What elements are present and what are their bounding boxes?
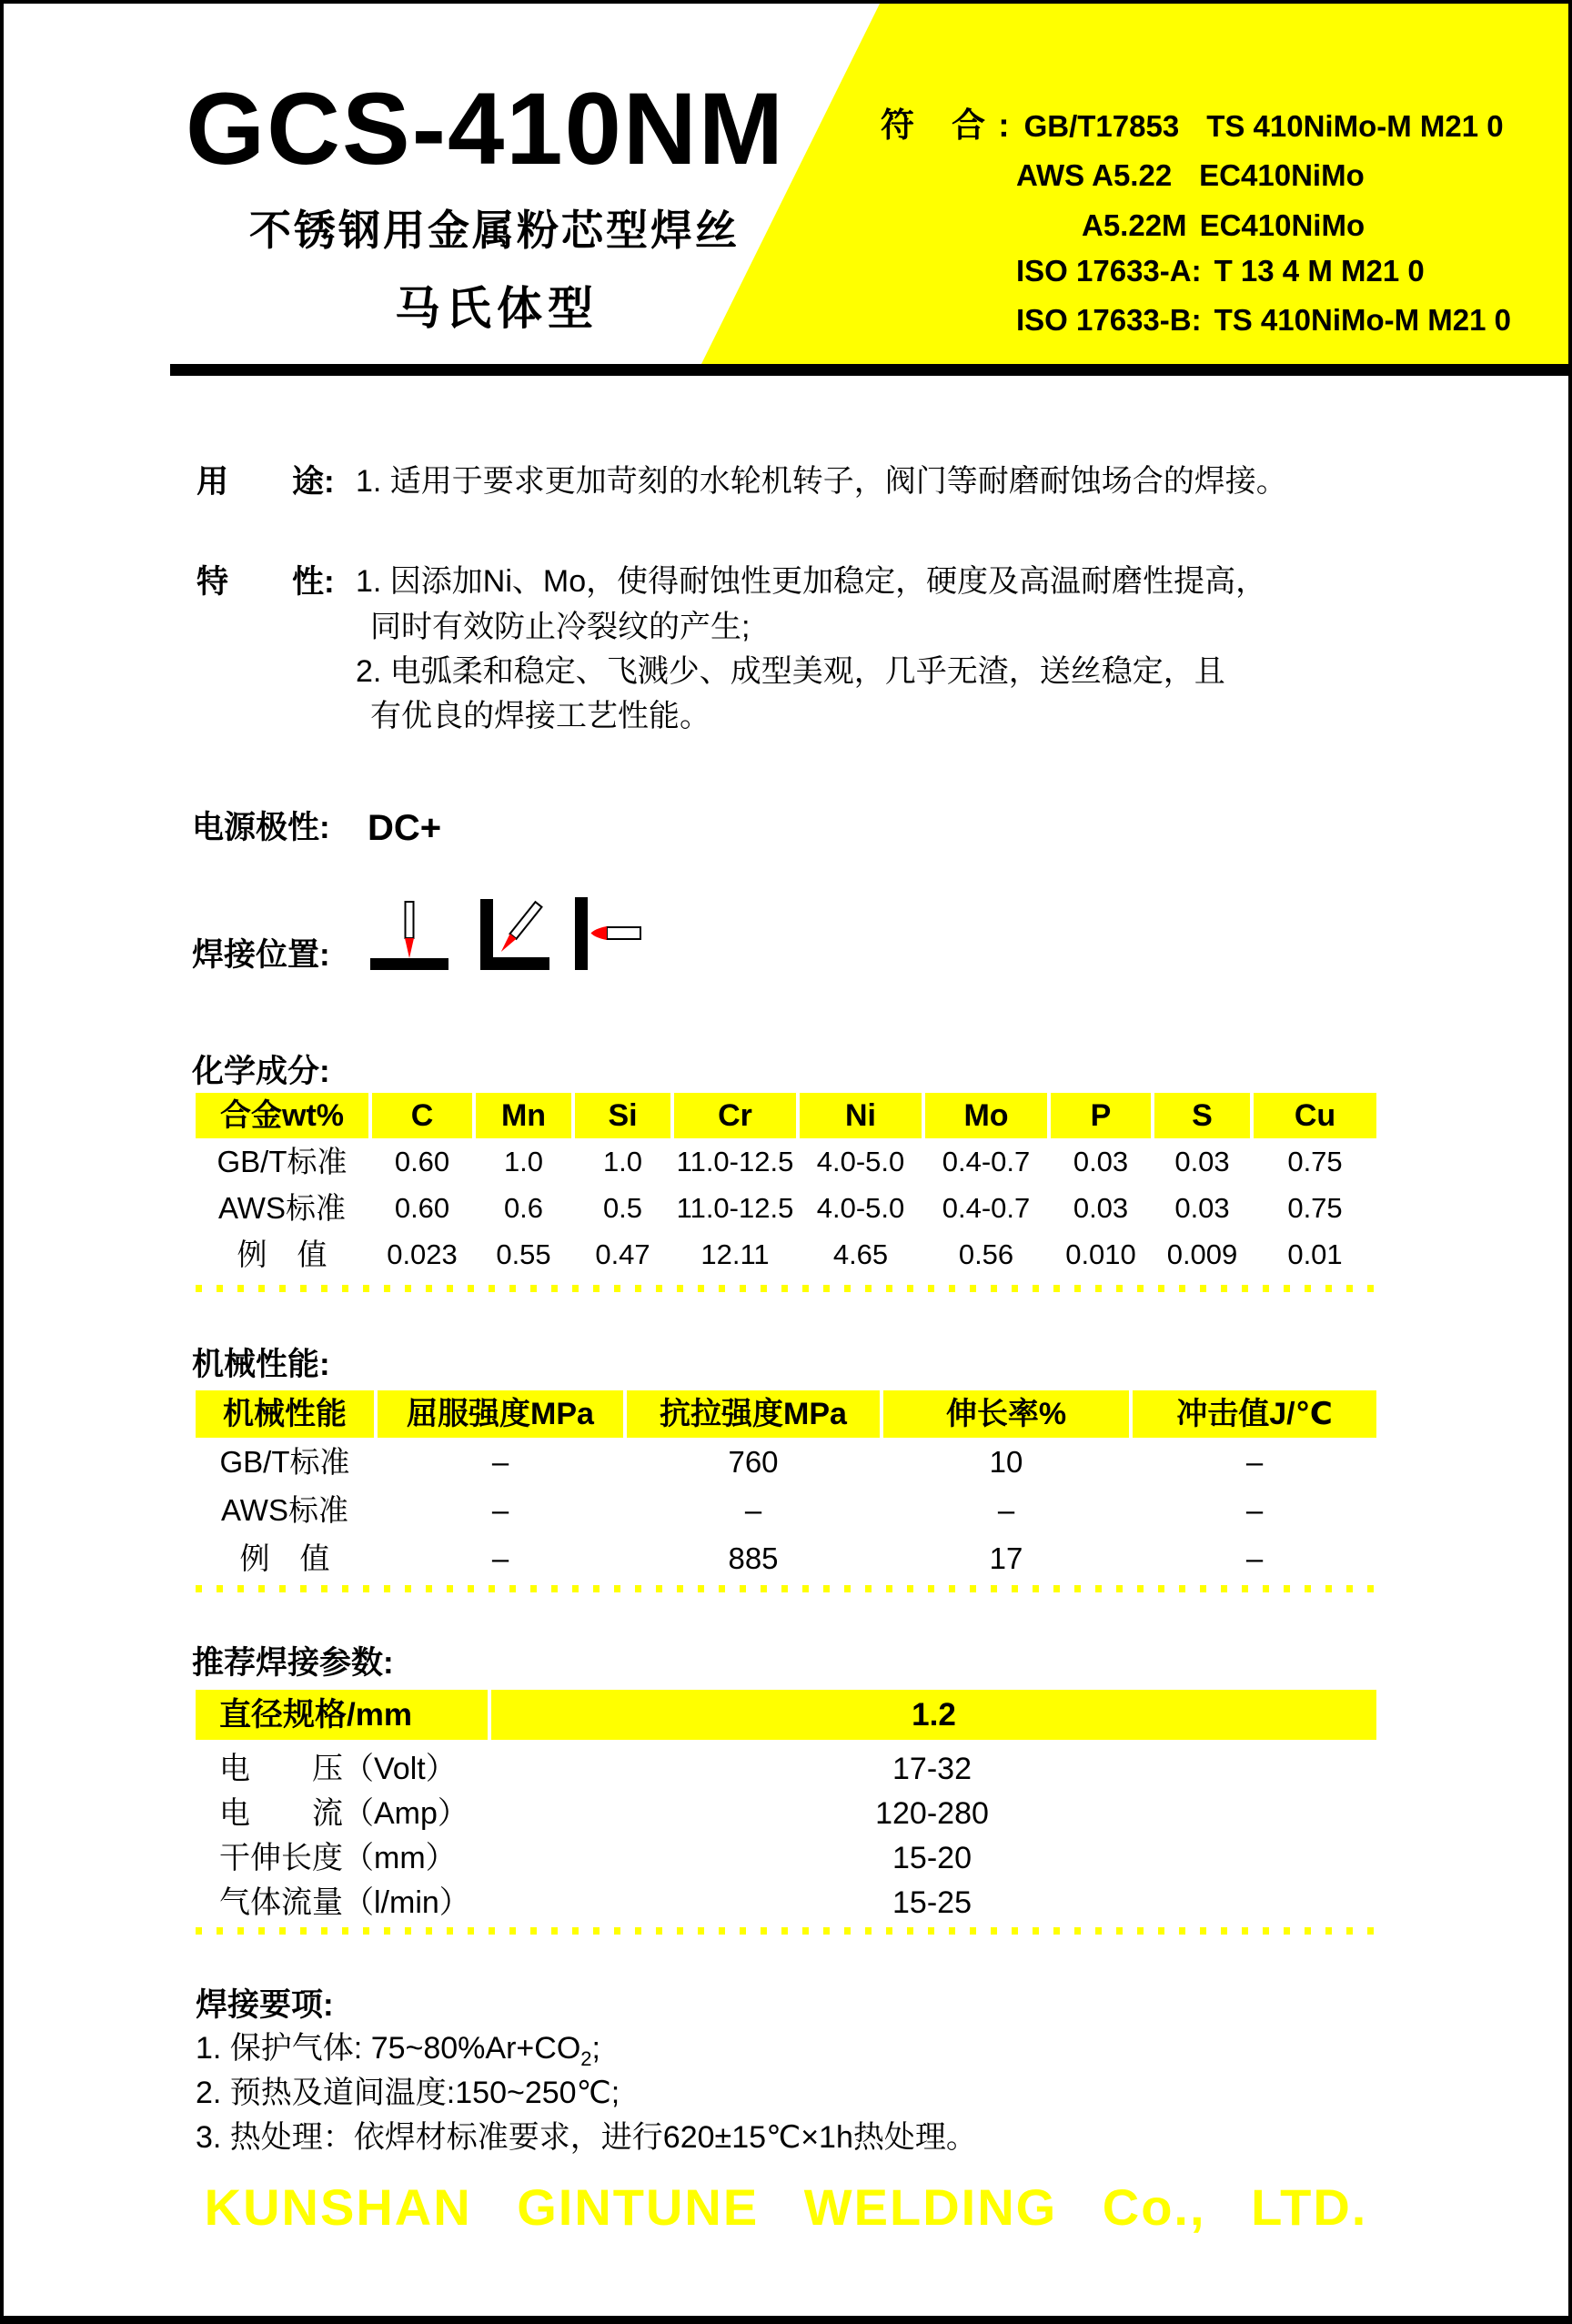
parameters-table bbox=[196, 1690, 1376, 1925]
features-label-a: 特 bbox=[196, 564, 229, 600]
parameter-value: 15-25 bbox=[892, 1885, 972, 1920]
mech-row-label: AWS标准 bbox=[221, 1493, 348, 1527]
dotted-separator bbox=[196, 1585, 1376, 1592]
parameter-row bbox=[196, 1792, 1376, 1836]
features-label-b: 性: bbox=[292, 564, 335, 600]
compliance-line bbox=[1016, 256, 1425, 286]
chem-value-cell: 0.4-0.7 bbox=[942, 1192, 1031, 1224]
parameter-row bbox=[196, 1836, 1376, 1881]
parameter-label: 电 压（Volt） bbox=[219, 1752, 457, 1786]
chem-value-cell: 0.6 bbox=[503, 1192, 544, 1224]
chem-row bbox=[196, 1138, 1376, 1185]
classification: EC410NiMo bbox=[1199, 208, 1365, 242]
chem-header-cell: Mn bbox=[476, 1093, 571, 1138]
header-divider-bar bbox=[170, 364, 1568, 376]
features-line: 有优良的焊接工艺性能。 bbox=[370, 699, 710, 733]
parameter-label: 干伸长度（mm） bbox=[219, 1841, 457, 1875]
chem-value-cell: 0.01 bbox=[1287, 1238, 1343, 1270]
parameters-table-body bbox=[196, 1747, 1376, 1925]
mechanical-table-header bbox=[196, 1390, 1376, 1438]
mech-value-cell: – bbox=[491, 1541, 509, 1575]
usage-label-a: 用 bbox=[196, 464, 229, 500]
chem-header-cell: Cr bbox=[674, 1093, 796, 1138]
chem-value-cell: 0.60 bbox=[394, 1146, 450, 1177]
chem-value-cell: 0.75 bbox=[1287, 1146, 1343, 1177]
product-subtitle: 不锈钢用金属粉芯型焊丝 bbox=[249, 207, 740, 254]
chem-value-cell: 0.55 bbox=[496, 1238, 551, 1270]
classification: TS 410NiMo-M M21 0 bbox=[1214, 303, 1512, 337]
chem-row-label: 例 值 bbox=[237, 1238, 328, 1271]
mech-value-cell: 760 bbox=[728, 1445, 779, 1479]
welding-position-label: 焊接位置: bbox=[192, 937, 330, 973]
chem-value-cell: 11.0-12.5 bbox=[676, 1192, 794, 1224]
note-item bbox=[196, 2033, 600, 2069]
standard-name: AWS A5.22 bbox=[1016, 158, 1173, 192]
parameters-table-header bbox=[196, 1690, 1376, 1740]
mech-header-cell: 冲击值J/℃ bbox=[1133, 1390, 1376, 1438]
chem-value-cell: 0.009 bbox=[1166, 1238, 1238, 1270]
diameter-spec-value: 1.2 bbox=[491, 1690, 1376, 1740]
chem-value-cell: 0.56 bbox=[958, 1238, 1014, 1270]
chem-value-cell: 4.65 bbox=[832, 1238, 889, 1270]
chem-header-cell: Mo bbox=[925, 1093, 1047, 1138]
mech-value-cell: 10 bbox=[989, 1445, 1023, 1479]
chemical-section-title: 化学成分: bbox=[192, 1054, 330, 1089]
mech-value-cell: 17 bbox=[989, 1541, 1023, 1575]
chem-value-cell: 0.03 bbox=[1174, 1192, 1230, 1224]
parameter-row bbox=[196, 1881, 1376, 1925]
product-type: 马氏体型 bbox=[395, 283, 599, 334]
parameter-label: 电 流（Amp） bbox=[219, 1796, 469, 1831]
chem-header-cell: S bbox=[1154, 1093, 1250, 1138]
flat-position-icon bbox=[370, 901, 448, 970]
chem-header-cell: P bbox=[1051, 1093, 1151, 1138]
chemical-table-header bbox=[196, 1093, 1376, 1138]
standard-name: GB/T17853 bbox=[1023, 109, 1180, 143]
usage-label-b: 途: bbox=[292, 464, 335, 500]
chem-value-cell: 0.4-0.7 bbox=[942, 1146, 1031, 1177]
chem-header-cell: Ni bbox=[800, 1093, 922, 1138]
note-subscript: 2 bbox=[580, 2046, 592, 2070]
chem-value-cell: 0.5 bbox=[602, 1192, 643, 1224]
dotted-separator bbox=[196, 1927, 1376, 1935]
chem-row bbox=[196, 1185, 1376, 1231]
mech-value-cell: – bbox=[997, 1493, 1015, 1527]
mechanical-section-title: 机械性能: bbox=[192, 1347, 330, 1382]
chem-value-cell: 11.0-12.5 bbox=[676, 1146, 794, 1177]
parameter-value: 120-280 bbox=[875, 1796, 989, 1831]
mech-value-cell: – bbox=[491, 1493, 509, 1527]
mechanical-table bbox=[196, 1390, 1376, 1582]
mech-header-cell: 机械性能 bbox=[196, 1390, 374, 1438]
chem-value-cell: 1.0 bbox=[602, 1146, 643, 1177]
mech-value-cell: – bbox=[1245, 1541, 1264, 1575]
compliance-line bbox=[1082, 210, 1365, 240]
standard-name: A5.22M bbox=[1082, 208, 1187, 242]
chemical-table bbox=[196, 1093, 1376, 1278]
chem-row-label: AWS标准 bbox=[218, 1191, 346, 1225]
mech-value-cell: – bbox=[1245, 1493, 1264, 1527]
mech-header-cell: 伸长率% bbox=[883, 1390, 1129, 1438]
features-line: 1. 因添加Ni、Mo，使得耐蚀性更加稳定，硬度及高温耐磨性提高， bbox=[356, 564, 1267, 599]
chem-value-cell: 0.75 bbox=[1287, 1192, 1343, 1224]
chem-value-cell: 0.03 bbox=[1073, 1146, 1129, 1177]
classification: TS 410NiMo-M M21 0 bbox=[1206, 109, 1504, 143]
note-text: 2. 预热及道间温度:150~250℃; bbox=[196, 2076, 620, 2110]
mech-value-cell: – bbox=[1245, 1445, 1264, 1479]
compliance-line bbox=[881, 108, 1504, 142]
note-text: ; bbox=[591, 2031, 600, 2066]
chem-value-cell: 12.11 bbox=[700, 1238, 770, 1270]
standard-name: ISO 17633-A: bbox=[1016, 254, 1202, 288]
chem-value-cell: 0.010 bbox=[1065, 1238, 1136, 1270]
mech-value-cell: – bbox=[744, 1493, 762, 1527]
chem-row-label: GB/T标准 bbox=[217, 1145, 348, 1178]
chem-value-cell: 0.60 bbox=[394, 1192, 450, 1224]
chem-header-cell: 合金wt% bbox=[196, 1093, 368, 1138]
parameter-row bbox=[196, 1747, 1376, 1792]
note-item bbox=[196, 2122, 977, 2158]
chem-row bbox=[196, 1231, 1376, 1278]
page-title: GCS-410NM bbox=[186, 72, 786, 186]
mech-row-label: 例 值 bbox=[239, 1541, 330, 1575]
compliance-line bbox=[1016, 305, 1511, 335]
chem-header-cell: C bbox=[372, 1093, 472, 1138]
polarity-label: 电源极性: bbox=[192, 810, 330, 845]
mech-row bbox=[196, 1438, 1376, 1486]
chem-value-cell: 0.47 bbox=[595, 1238, 650, 1270]
parameter-value: 15-20 bbox=[892, 1841, 972, 1875]
compliance-line bbox=[1016, 160, 1365, 190]
note-item bbox=[196, 2077, 620, 2114]
mechanical-table-body bbox=[196, 1438, 1376, 1582]
features-line: 同时有效防止冷裂纹的产生; bbox=[370, 610, 751, 644]
company-name: KUNSHAN GINTUNE WELDING Co., LTD. bbox=[204, 2178, 1368, 2236]
mech-value-cell: 885 bbox=[728, 1541, 779, 1575]
notes-section-title: 焊接要项: bbox=[196, 1987, 334, 2023]
chem-value-cell: 0.023 bbox=[387, 1238, 458, 1270]
diameter-spec-label: 直径规格/mm bbox=[196, 1690, 488, 1740]
classification: T 13 4 M M21 0 bbox=[1214, 254, 1425, 288]
standard-name: ISO 17633-B: bbox=[1016, 303, 1202, 337]
chem-header-cell: Cu bbox=[1254, 1093, 1376, 1138]
fillet-position-icon bbox=[480, 899, 549, 970]
parameter-value: 17-32 bbox=[892, 1752, 972, 1786]
mech-row bbox=[196, 1486, 1376, 1534]
chem-value-cell: 0.03 bbox=[1174, 1146, 1230, 1177]
classification: EC410NiMo bbox=[1199, 158, 1365, 192]
compliance-label: 符 合 : bbox=[881, 106, 1012, 144]
parameter-label: 气体流量（l/min） bbox=[219, 1885, 470, 1920]
note-text: 3. 热处理：依焊材标准要求，进行620±15℃×1h热处理。 bbox=[196, 2120, 977, 2155]
polarity-value: DC+ bbox=[368, 808, 442, 848]
parameters-section-title: 推荐焊接参数: bbox=[192, 1645, 394, 1681]
usage-text: 1. 适用于要求更加苛刻的水轮机转子，阀门等耐磨耐蚀场合的焊接。 bbox=[356, 464, 1287, 499]
note-text: 1. 保护气体: 75~80%Ar+CO bbox=[196, 2031, 581, 2066]
mech-row-label: GB/T标准 bbox=[219, 1445, 350, 1479]
horizontal-position-icon bbox=[569, 897, 642, 970]
features-line: 2. 电弧柔和稳定、飞溅少、成型美观，几乎无渣，送丝稳定，且 bbox=[356, 654, 1225, 689]
mech-header-cell: 抗拉强度MPa bbox=[627, 1390, 880, 1438]
dotted-separator bbox=[196, 1285, 1376, 1292]
chem-value-cell: 4.0-5.0 bbox=[816, 1192, 905, 1224]
mech-header-cell: 屈服强度MPa bbox=[378, 1390, 623, 1438]
mech-row bbox=[196, 1534, 1376, 1582]
mech-value-cell: – bbox=[491, 1445, 509, 1479]
chem-value-cell: 1.0 bbox=[503, 1146, 544, 1177]
chem-header-cell: Si bbox=[575, 1093, 670, 1138]
chem-value-cell: 0.03 bbox=[1073, 1192, 1129, 1224]
chem-value-cell: 4.0-5.0 bbox=[816, 1146, 905, 1177]
chemical-table-body bbox=[196, 1138, 1376, 1278]
